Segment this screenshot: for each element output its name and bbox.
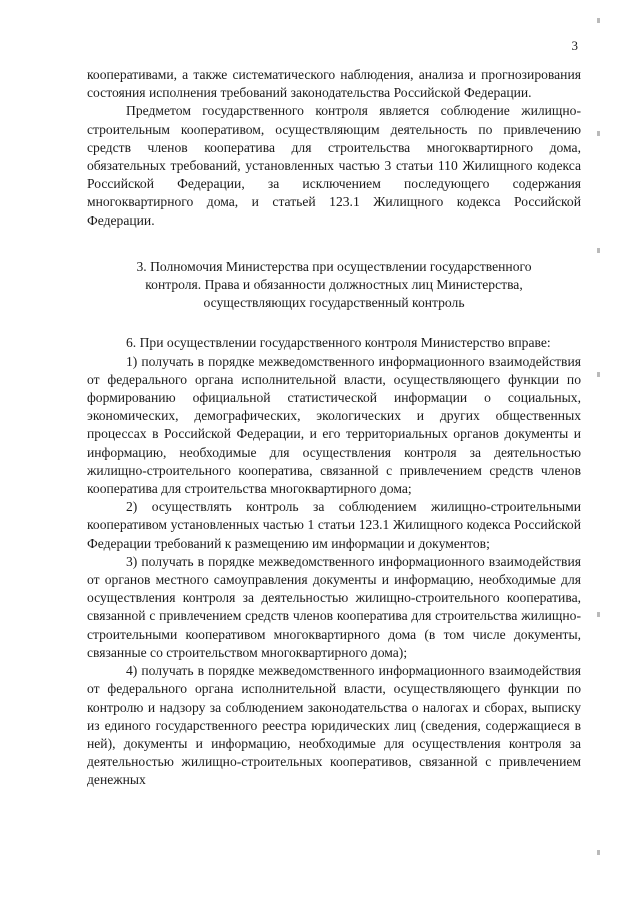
scan-edge-mark [597, 372, 600, 377]
paragraph-continuation: кооперативами, а также систематического наблюдения, анализа и прогнозирования состояния исполнения требований законодательства Российской Федерации. [87, 67, 581, 101]
section-heading-line-1: 3. Полномочия Министерства при осуществлении государственного [136, 258, 532, 274]
scan-edge-mark [597, 248, 600, 253]
section-heading-line-2: контроля. Права и обязанности должностных лиц Министерства, [145, 277, 523, 293]
paragraph-subject-of-control: Предметом государственного контроля является соблюдение жилищно-строительным кооперативом, осуществляющим деятельность по привлечению средств членов кооператива для строительства многоквартирного дома, обязательных требований, установленных частью 3 статьи 110 Жилищного кодекса Российской Федерации, за исключением последующего содержания многоквартирного дома, и статьей 123.1 Жилищного кодекса Российской Федерации. [87, 103, 581, 228]
document-body [87, 66, 581, 790]
scan-edge-mark [597, 850, 600, 855]
section-heading-line-3: осуществляющих государственный контроль [203, 295, 465, 311]
clause-6-item-4: 4) получать в порядке межведомственного информационного взаимодействия от федерального органа исполнительной власти, осуществляющего функции по контролю и надзору за соблюдением законодательства о налогах и сборах, выписку из единого государственного реестра юридических лиц (сведения, содержащиеся в ней), документы и информацию, необходимые для осуществления контроля за деятельностью жилищно-строительных кооперативов, связанной с привлечением денежных [87, 663, 581, 788]
section-heading [87, 258, 581, 313]
scan-edge-mark [597, 612, 600, 617]
scan-edge-mark [597, 18, 600, 23]
clause-6-intro: 6. При осуществлении государственного контроля Министерство вправе: [126, 335, 551, 351]
page-number: 3 [571, 38, 578, 53]
clause-6-item-2: 2) осуществлять контроль за соблюдением жилищно-строительными кооперативом установленных частью 1 статьи 123.1 Жилищного кодекса Российской Федерации требований к размещению им информации и документов; [87, 499, 581, 551]
scan-edge-mark [597, 131, 600, 136]
clause-6-item-1: 1) получать в порядке межведомственного информационного взаимодействия от федерального органа исполнительной власти, осуществляющего функции по формированию официальной статистической информации о социальных, экономических, демографических, экологических и других общественных процессах в Российской Федерации, и его территориальных органов документы и информацию, необходимые для осуществления контроля за деятельностью жилищно-строительного кооператива, связанной с привлечением средств членов кооператива для строительства многоквартирного дома; [87, 353, 581, 497]
clause-6-item-3: 3) получать в порядке межведомственного информационного взаимодействия от органов местного самоуправления документы и информацию, необходимые для осуществления контроля за деятельностью жилищно-строительного кооператива, связанной с привлечением средств членов кооператива для строительства жилищно-строительными кооперативом многоквартирного дома (в том числе документы, связанные со строительством многоквартирного дома); [87, 553, 581, 660]
